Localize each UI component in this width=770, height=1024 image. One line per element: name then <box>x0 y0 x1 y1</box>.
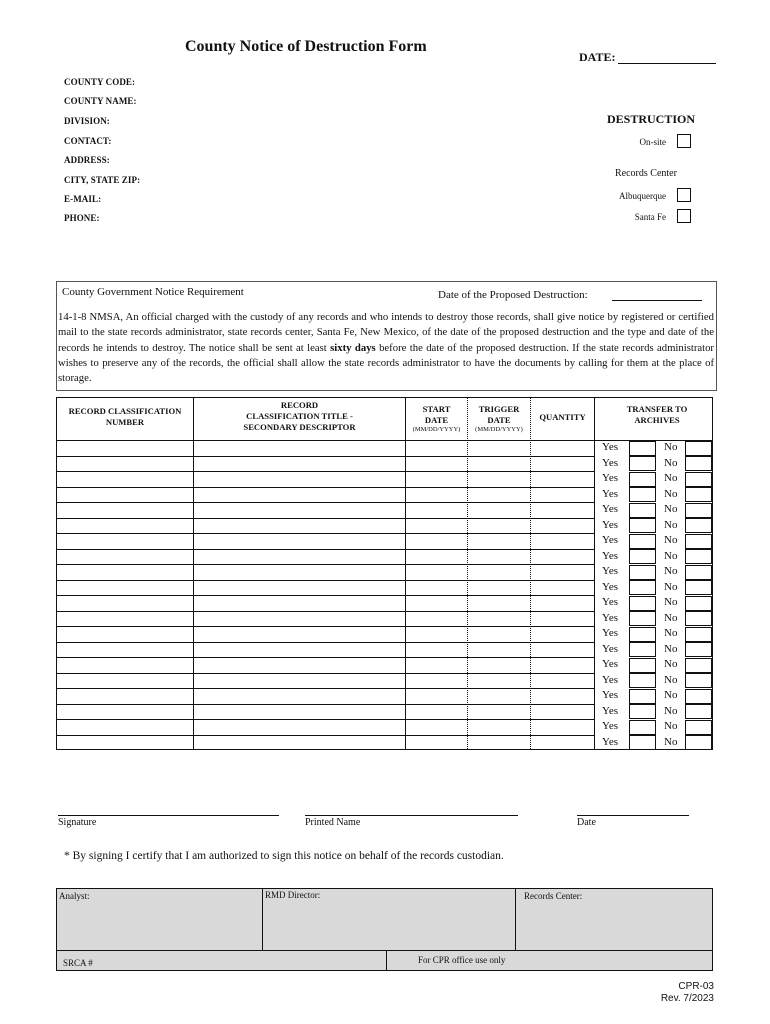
transfer-no-label: No <box>664 487 678 500</box>
signature-label: Signature <box>58 817 97 828</box>
row-divider <box>57 487 594 488</box>
city-state-zip-label: CITY, STATE ZIP: <box>64 175 141 185</box>
transfer-yes-checkbox[interactable] <box>629 596 656 611</box>
transfer-no-label: No <box>664 611 678 624</box>
signature-date-label: Date <box>577 817 596 828</box>
transfer-yes-checkbox[interactable] <box>629 689 656 704</box>
transfer-no-checkbox[interactable] <box>685 456 712 471</box>
onsite-checkbox[interactable] <box>677 134 691 148</box>
row-divider <box>57 502 594 503</box>
transfer-no-label: No <box>664 565 678 577</box>
albuquerque-label: Albuquerque <box>619 191 666 201</box>
transfer-no-checkbox[interactable] <box>685 642 712 657</box>
header-start-line-2: DATE <box>424 415 449 425</box>
transfer-no-checkbox[interactable] <box>685 565 712 580</box>
phone-label: PHONE: <box>64 213 100 223</box>
analyst-label: Analyst: <box>59 891 90 901</box>
signature-date-line[interactable] <box>577 815 689 816</box>
transfer-no-checkbox[interactable] <box>685 627 712 642</box>
row-divider <box>57 518 594 519</box>
transfer-no-label: No <box>664 456 678 469</box>
header-record-title-line-3: SECONDARY DESCRIPTOR <box>243 422 356 432</box>
transfer-no-checkbox[interactable] <box>685 534 712 549</box>
header-record-title-line-2: CLASSIFICATION TITLE - <box>246 411 353 421</box>
row-divider <box>57 580 594 581</box>
transfer-no-checkbox[interactable] <box>685 611 712 626</box>
header-transfer-to-archives: TRANSFER TO ARCHIVES <box>626 404 688 425</box>
notice-requirement-box <box>56 281 717 391</box>
transfer-yes-label: Yes <box>602 596 619 608</box>
address-label: ADDRESS: <box>64 155 110 165</box>
division-label: DIVISION: <box>64 116 110 126</box>
transfer-no-label: No <box>664 518 678 531</box>
row-divider <box>57 611 594 612</box>
office-use-note: For CPR office use only <box>418 955 506 965</box>
transfer-yes-checkbox[interactable] <box>629 642 656 657</box>
transfer-yes-label: Yes <box>602 689 619 701</box>
transfer-no-checkbox[interactable] <box>685 689 712 704</box>
transfer-yes-checkbox[interactable] <box>629 472 656 487</box>
transfer-no-label: No <box>664 441 678 453</box>
transfer-yes-label: Yes <box>602 503 619 515</box>
transfer-yes-checkbox[interactable] <box>629 549 656 564</box>
transfer-yes-label: Yes <box>602 534 619 546</box>
transfer-yes-label: Yes <box>602 735 619 748</box>
transfer-no-label: No <box>664 642 678 655</box>
header-start-date <box>406 404 467 434</box>
transfer-no-label: No <box>664 658 678 670</box>
transfer-yes-label: Yes <box>602 441 619 453</box>
header-start-format: (MM/DD/YYYY) <box>412 426 461 433</box>
transfer-no-checkbox[interactable] <box>685 735 712 750</box>
destruction-heading: DESTRUCTION <box>607 112 696 126</box>
transfer-yes-checkbox[interactable] <box>629 534 656 549</box>
transfer-no-label: No <box>664 735 678 748</box>
row-divider <box>57 564 594 565</box>
transfer-no-checkbox[interactable] <box>685 720 712 735</box>
proposed-destruction-date-label: Date of the Proposed Destruction: <box>438 289 588 301</box>
albuquerque-checkbox[interactable] <box>677 188 691 202</box>
transfer-yes-label: Yes <box>602 565 619 577</box>
header-trigger-date <box>468 404 530 434</box>
transfer-no-checkbox[interactable] <box>685 503 712 518</box>
transfer-yes-label: Yes <box>602 704 619 717</box>
transfer-no-label: No <box>664 596 678 608</box>
transfer-no-label: No <box>664 534 678 546</box>
date-input-line[interactable] <box>618 63 716 64</box>
transfer-no-checkbox[interactable] <box>685 673 712 688</box>
printed-name-line[interactable] <box>305 815 518 816</box>
transfer-yes-checkbox[interactable] <box>629 441 656 456</box>
transfer-no-label: No <box>664 720 678 732</box>
notice-heading: County Government Notice Requirement <box>62 286 244 298</box>
header-record-number <box>57 406 193 428</box>
row-divider <box>57 626 594 627</box>
transfer-no-checkbox[interactable] <box>685 580 712 595</box>
transfer-no-label: No <box>664 580 678 593</box>
transfer-yes-label: Yes <box>602 658 619 670</box>
onsite-label: On-site <box>639 137 666 147</box>
office-use-box <box>56 888 713 971</box>
row-divider <box>57 657 594 658</box>
transfer-yes-label: Yes <box>602 472 619 484</box>
transfer-yes-label: Yes <box>602 642 619 655</box>
records-table <box>56 397 713 750</box>
transfer-yes-label: Yes <box>602 673 619 686</box>
transfer-yes-label: Yes <box>602 487 619 500</box>
rmd-director-label: RMD Director: <box>265 890 321 900</box>
transfer-yes-checkbox[interactable] <box>629 518 656 533</box>
transfer-no-label: No <box>664 689 678 701</box>
transfer-yes-checkbox[interactable] <box>629 565 656 580</box>
form-revision: Rev. 7/2023 <box>660 993 714 1004</box>
transfer-yes-label: Yes <box>602 627 619 639</box>
transfer-yes-label: Yes <box>602 549 619 562</box>
santa-fe-label: Santa Fe <box>634 212 666 222</box>
transfer-yes-label: Yes <box>602 456 619 469</box>
notice-statute-text <box>58 310 714 386</box>
notice-text-part-2: before the date of the proposed destruction. If the state records administrator wishes to preserve any of the records, the official shall allow the state records administrator to have the documents by calling for them at the place of storage. <box>58 341 714 385</box>
header-record-number-text: RECORD CLASSIFICATION NUMBER <box>68 406 182 427</box>
transfer-yes-label: Yes <box>602 611 619 624</box>
transfer-yes-checkbox[interactable] <box>629 673 656 688</box>
srca-label: SRCA # <box>63 958 93 968</box>
header-start-line-1: START <box>422 404 451 414</box>
form-code: CPR-03 <box>678 981 714 992</box>
transfer-no-checkbox[interactable] <box>685 658 712 673</box>
transfer-no-label: No <box>664 503 678 515</box>
header-trigger-format: (MM/DD/YYYY) <box>475 426 523 433</box>
header-trigger-line-1: TRIGGER <box>478 404 520 414</box>
row-divider <box>57 704 594 705</box>
transfer-yes-label: Yes <box>602 518 619 531</box>
transfer-yes-checkbox[interactable] <box>629 720 656 735</box>
office-records-center-label: Records Center: <box>524 891 583 901</box>
row-divider <box>57 673 594 674</box>
header-trigger-line-2: DATE <box>487 415 511 425</box>
transfer-no-label: No <box>664 704 678 717</box>
header-record-title <box>194 400 405 433</box>
certification-statement: * By signing I certify that I am authorized to sign this notice on behalf of the records custodian. <box>64 850 504 862</box>
transfer-yes-checkbox[interactable] <box>629 580 656 595</box>
transfer-yes-checkbox[interactable] <box>629 658 656 673</box>
transfer-yes-checkbox[interactable] <box>629 704 656 719</box>
header-quantity: QUANTITY <box>539 412 586 422</box>
transfer-yes-checkbox[interactable] <box>629 456 656 471</box>
date-label: DATE: <box>579 50 616 64</box>
transfer-yes-checkbox[interactable] <box>629 503 656 518</box>
email-label: E-MAIL: <box>64 194 102 204</box>
transfer-yes-checkbox[interactable] <box>629 487 656 502</box>
row-divider <box>57 735 594 736</box>
transfer-yes-checkbox[interactable] <box>629 611 656 626</box>
transfer-yes-label: Yes <box>602 720 619 732</box>
row-divider <box>57 642 594 643</box>
row-divider <box>57 533 594 534</box>
county-name-label: COUNTY NAME: <box>64 96 137 106</box>
transfer-no-checkbox[interactable] <box>685 549 712 564</box>
transfer-no-checkbox[interactable] <box>685 487 712 502</box>
records-center-label: Records Center <box>615 168 677 179</box>
transfer-no-label: No <box>664 627 678 639</box>
contact-label: CONTACT: <box>64 136 112 146</box>
proposed-destruction-date-line[interactable] <box>612 300 702 301</box>
county-code-label: COUNTY CODE: <box>64 77 136 87</box>
transfer-no-checkbox[interactable] <box>685 518 712 533</box>
notice-text-part-1: 14-1-8 NMSA, An official charged with the custody of any records and who intends to destroy those records, shall give notice by registered or certified mail to the state records administrator, state records center, Santa Fe, New Mexico, of the date of the proposed destruction and the type and date of the records he intends to destroy. The notice shall be sent at least <box>58 311 714 354</box>
transfer-yes-checkbox[interactable] <box>629 627 656 642</box>
transfer-no-label: No <box>664 549 678 562</box>
santa-fe-checkbox[interactable] <box>677 209 691 223</box>
row-divider <box>57 549 594 550</box>
signature-line[interactable] <box>58 815 279 816</box>
transfer-yes-label: Yes <box>602 580 619 593</box>
transfer-no-checkbox[interactable] <box>685 704 712 719</box>
notice-text-emphasis: sixty days <box>330 341 376 354</box>
transfer-no-checkbox[interactable] <box>685 441 712 456</box>
transfer-no-checkbox[interactable] <box>685 596 712 611</box>
transfer-no-checkbox[interactable] <box>685 472 712 487</box>
transfer-no-label: No <box>664 673 678 686</box>
row-divider <box>57 456 594 457</box>
row-divider <box>57 688 594 689</box>
row-divider <box>57 471 594 472</box>
transfer-no-label: No <box>664 472 678 484</box>
form-title: County Notice of Destruction Form <box>185 38 427 55</box>
transfer-yes-checkbox[interactable] <box>629 735 656 750</box>
header-record-title-line-1: RECORD <box>280 400 319 410</box>
printed-name-label: Printed Name <box>305 817 361 828</box>
row-divider <box>57 719 594 720</box>
row-divider <box>57 595 594 596</box>
